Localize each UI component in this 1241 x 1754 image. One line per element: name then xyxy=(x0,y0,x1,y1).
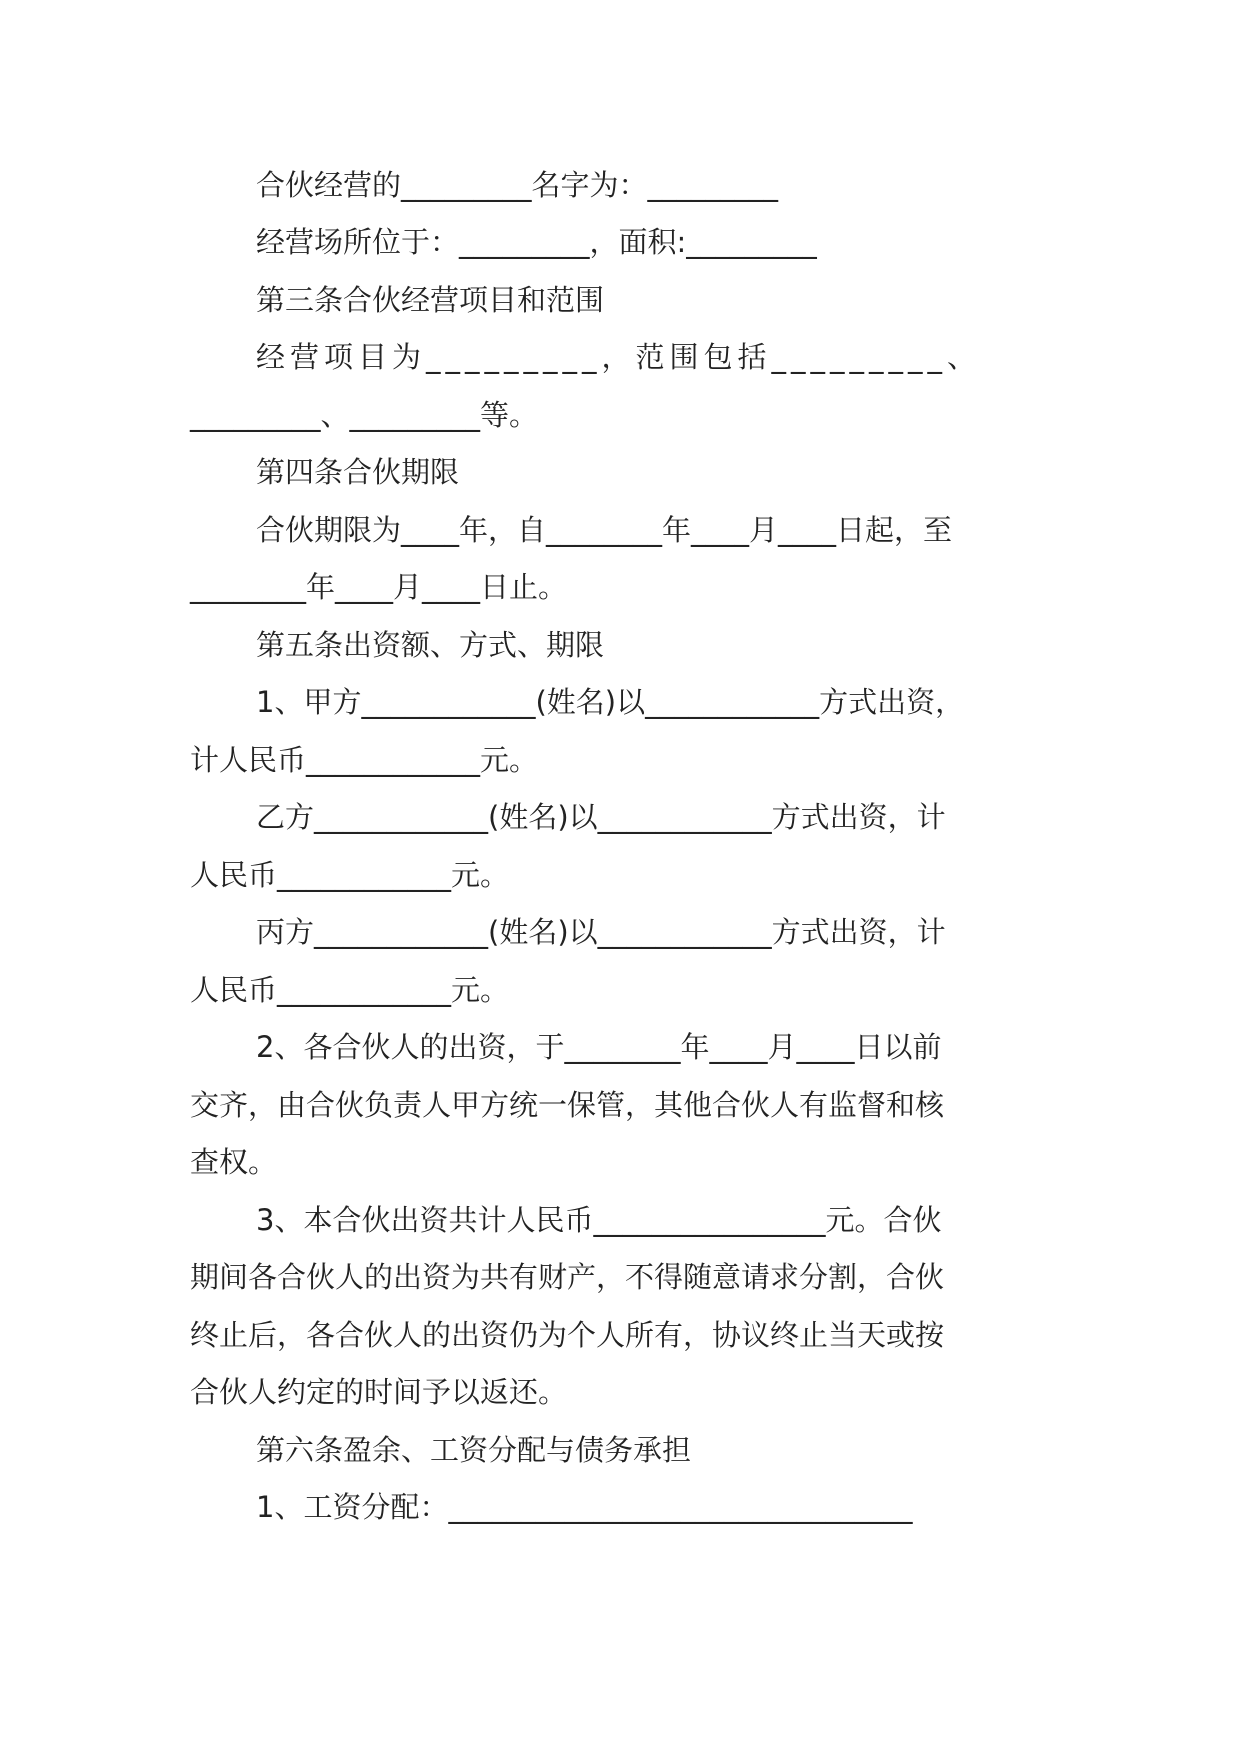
section-heading: 第五条出资额、方式、期限 xyxy=(256,628,605,662)
text-line: 人民币____________元。 xyxy=(190,973,510,1007)
text-line: 查权。 xyxy=(190,1145,278,1179)
text-line: 2、各合伙人的出资，于________年____月____日以前 xyxy=(256,1030,942,1064)
section-heading: 第六条盈余、工资分配与债务承担 xyxy=(256,1433,692,1467)
text-line: 交齐，由合伙负责人甲方统一保管，其他合伙人有监督和核 xyxy=(190,1088,945,1122)
section-heading: 第四条合伙期限 xyxy=(256,455,460,489)
text-line: 人民币____________元。 xyxy=(190,858,510,892)
text-line: 乙方____________(姓名)以____________方式出资，计 xyxy=(256,800,946,834)
text-line: _________、_________等。 xyxy=(190,398,539,432)
text-line: 经营场所位于：_________，面积:_________ xyxy=(256,225,817,259)
section-heading: 第三条合伙经营项目和范围 xyxy=(256,283,605,317)
text-line: 经营项目为_________，范围包括_________、 xyxy=(256,340,982,374)
text-line: ________年____月____日止。 xyxy=(190,570,568,604)
text-line: 终止后，各合伙人的出资仍为个人所有，协议终止当天或按 xyxy=(190,1318,945,1352)
text-line: 合伙经营的_________名字为：_________ xyxy=(256,168,779,202)
text-line: 1、甲方____________(姓名)以____________方式出资， xyxy=(256,685,965,719)
text-line: 期间各合伙人的出资为共有财产，不得随意请求分割，合伙 xyxy=(190,1260,945,1294)
text-line: 合伙人约定的时间予以返还。 xyxy=(190,1375,568,1409)
text-line: 计人民币____________元。 xyxy=(190,743,539,777)
text-line: 3、本合伙出资共计人民币________________元。合伙 xyxy=(256,1203,942,1237)
text-line: 1、工资分配：________________________________ xyxy=(256,1490,913,1524)
text-line: 丙方____________(姓名)以____________方式出资，计 xyxy=(256,915,946,949)
text-line: 合伙期限为____年，自________年____月____日起，至 xyxy=(256,513,953,547)
